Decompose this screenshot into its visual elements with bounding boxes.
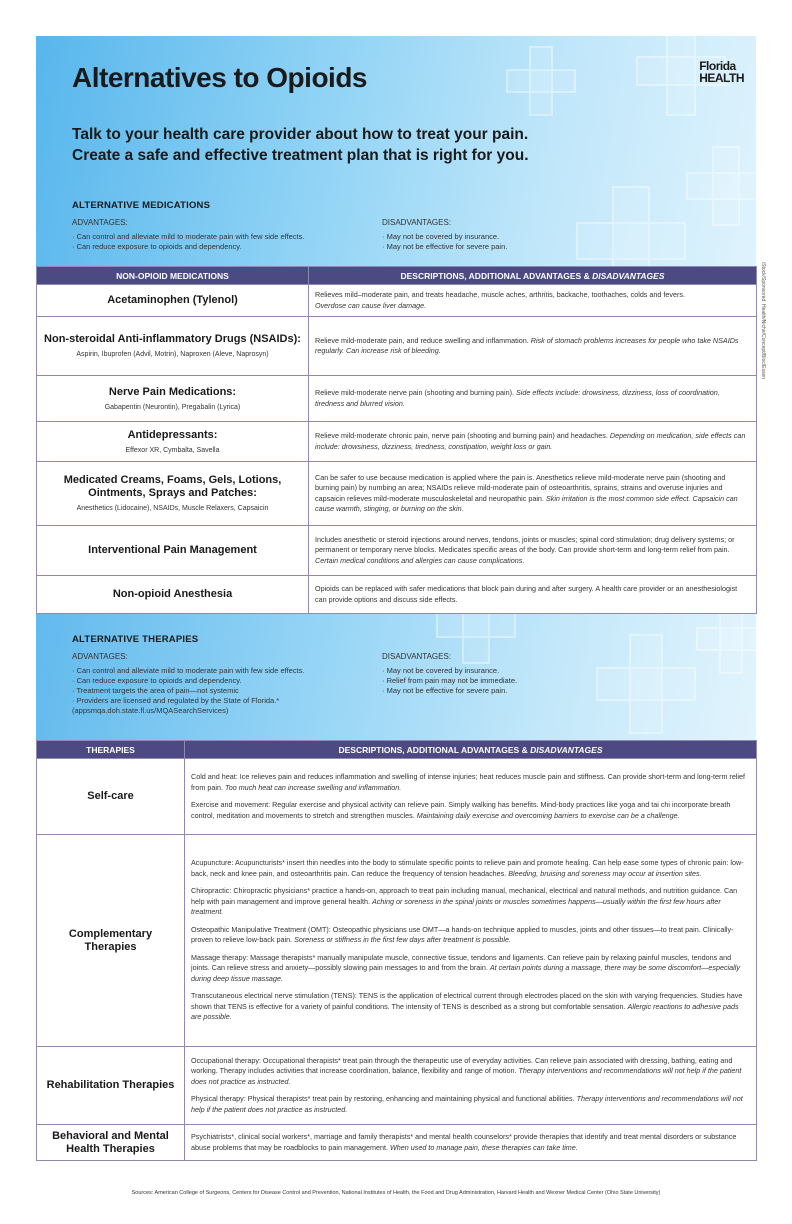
disadvantage-item: · Relief from pain may not be immediate. <box>382 676 682 686</box>
medical-cross-icon <box>686 146 756 226</box>
column-header <box>309 267 757 285</box>
medication-name: Antidepressants: <box>127 428 218 441</box>
description: Relieve mild-moderate pain, and reduce swelling and inflammation. <box>315 335 529 345</box>
disadvantage-note: When used to manage pain, these therapies can take time. <box>389 1142 578 1152</box>
therapy-description <box>191 953 750 985</box>
table-row <box>37 1047 757 1125</box>
disadvantages-label: DISADVANTAGES: <box>382 218 452 227</box>
table-header-row <box>37 741 757 759</box>
page <box>36 36 756 1161</box>
column-header-emphasis: DISADVANTAGES <box>530 744 603 755</box>
disadvantage-note: Skin irritation is the most common side effect. Capsaicin can cause warmth, stinging, or burning on the skin. <box>315 493 738 513</box>
advantage-item: · Can control and alleviate mild to moderate pain with few side effects. <box>72 666 372 676</box>
description: Relieve mild-moderate chronic pain, nerve pain (shooting and burning pain) and headaches. <box>315 431 608 440</box>
table-row <box>37 422 757 462</box>
therapy-name: Behavioral and Mental Health Therapies <box>52 1129 169 1155</box>
therapy-description <box>191 1094 750 1115</box>
medication-name: Non-opioid Anesthesia <box>112 588 233 600</box>
disadvantage-note: Side effects include: drowsiness, dizziness, loss of coordination, tiredness and blurred vision. <box>315 388 720 408</box>
medications-table <box>36 266 757 614</box>
advantages-label: ADVANTAGES: <box>72 218 128 227</box>
advantage-item: · Treatment targets the area of pain—not systemic <box>72 686 372 696</box>
therapy-name: Self-care <box>87 790 134 802</box>
description: Osteopathic Manipulative Treatment (OMT): Osteopathic physicians use OMT—a hands-on technique applied to muscles, joints and other tissues—to treat pain. Clinically-proven to relieve low-back pain. <box>191 924 734 945</box>
therapies-heading: ALTERNATIVE THERAPIES <box>72 634 199 645</box>
therapy-name: Complementary Therapies <box>68 927 153 953</box>
therapy-description <box>191 1132 750 1153</box>
page-title: Alternatives to Opioids <box>72 62 367 93</box>
therapy-description <box>191 925 750 946</box>
disadvantage-note: Overdose can cause liver damage. <box>315 300 427 310</box>
description: Transcutaneous electrical nerve stimulation (TENS): TENS is the application of electrical current through electrodes placed on the skin with varying frequencies. Studies have shown that TENS is effective for a variety of painful conditions. The intensity of TENS is described as a strong but comfortable sensation. <box>191 991 743 1011</box>
image-credit: iStock/Sponsored: Health/Niche/Concept/Bioc/Essen <box>760 262 766 380</box>
therapy-description <box>191 1056 750 1088</box>
description: Exercise and movement: Regular exercise and physical activity can relieve pain. Simply walking has benefits. Mind-body practices like yoga and tai chi incorporate breath control, meditation and movements to stretch and strengthen muscles. <box>191 800 731 820</box>
advantage-item: · Can reduce exposure to opioids and dependency. <box>72 242 372 252</box>
therapies-banner <box>36 614 756 740</box>
table-row <box>37 376 757 422</box>
medications-heading: ALTERNATIVE MEDICATIONS <box>72 200 211 211</box>
logo-line-2: HEALTH <box>699 71 744 85</box>
sources-footnote: Sources: American College of Surgeons, Centers for Disease Control and Prevention, National Institutes of Health, the Food and Drug Administration, Harvard Health and Wexner Medical Center (Ohio State University) <box>131 1190 661 1196</box>
table-row <box>37 317 757 376</box>
column-header-emphasis: DISADVANTAGES <box>592 270 665 281</box>
table-header-row <box>37 267 757 285</box>
disadvantage-note: Therapy interventions and recommendations will not help if the patient does not practice as instructed. <box>191 1094 743 1114</box>
description: Massage therapy: Massage therapists* manually manipulate muscle, connective tissue, tendons and ligaments. Can relieve pain by relaxing painful muscles, tendons and joints. Can relieve stress and anxiety—possibly slowing pain messages to and from the brain. <box>191 952 732 973</box>
disadvantage-item: · May not be effective for severe pain. <box>382 686 682 696</box>
advantage-item: · Can reduce exposure to opioids and dependency. <box>72 676 372 686</box>
disadvantage-note: At certain points during a massage, there may be some discomfort—especially during deep tissue massage. <box>191 963 740 983</box>
table-row <box>37 285 757 317</box>
therapy-description <box>191 886 750 918</box>
description: Physical therapy: Physical therapists* treat pain by restoring, enhancing and maintaining physical and functional abilities. <box>191 1094 575 1104</box>
medication-name: Medicated Creams, Foams, Gels, Lotions, Ointments, Sprays and Patches: <box>63 474 282 499</box>
disadvantage-note: Bleeding, bruising and soreness may occur at insertion sites. <box>508 868 702 878</box>
table-row <box>37 759 757 835</box>
description: Chiropractic: Chiropractic physicians* practice a hands-on, approach to treat pain including manual, mechanical, electrical and natural methods, and nutrition guidance. Can help with pain management and improve general health. <box>191 886 738 906</box>
table-row <box>37 526 757 576</box>
description: Relieve mild-moderate nerve pain (shooting and burning pain). <box>315 388 514 397</box>
header-banner <box>36 36 756 266</box>
therapy-description <box>191 858 750 879</box>
table-row <box>37 1125 757 1161</box>
disadvantage-note: Therapy interventions and recommendations will not help if the patient does not practice as instructed. <box>191 1066 742 1086</box>
column-header: THERAPIES <box>37 741 185 759</box>
disadvantage-item: · May not be covered by insurance. <box>382 232 682 242</box>
description: Occupational therapy: Occupational therapists* treat pain through the therapeutic use of everyday activities. Can relieve pain associated with dressing, bathing, eating and working. Therapy includes activities that increase coordination, balance, flexibility and range of motion. <box>191 1055 733 1076</box>
medication-name: Non-steroidal Anti-inflammatory Drugs (NSAIDs): <box>44 333 301 345</box>
florida-health-logo <box>699 60 744 84</box>
medication-examples: Aspirin, Ibuprofen (Advil, Motrin), Naproxen (Aleve, Naprosyn) <box>76 351 269 358</box>
table-row <box>37 576 757 614</box>
description: Cold and heat: Ice relieves pain and reduces inflammation and swelling of intense injuries; heat reduces muscle pain and stiffness. Can provide short-term and long-term relief from pain. <box>191 772 746 792</box>
disadvantage-note: Certain medical conditions and allergies can cause complications. <box>315 555 525 565</box>
disadvantage-note: Aching or soreness in the spinal joints or muscles sometimes happens—usually within the first few hours after treatment. <box>191 896 721 917</box>
therapy-description <box>191 991 750 1023</box>
medication-examples: Gabapentin (Neurontin), Pregabalin (Lyrica) <box>104 403 241 411</box>
subtitle-line-2: Create a safe and effective treatment plan that is right for you. <box>72 147 529 164</box>
disadvantage-note: Depending on medication, side effects can include: drowsiness, dizziness, tiredness, constipation, weight loss or gain. <box>315 431 746 451</box>
medication-examples: Effexor XR, Cymbalta, Savella <box>125 446 220 454</box>
medical-cross-icon <box>696 614 756 674</box>
table-row <box>37 462 757 526</box>
description: Opioids can be replaced with safer medications that block pain during and after surgery. A health care provider or an anesthesiologist can provide options and discuss side effects. <box>315 584 738 604</box>
disadvantage-note: Allergic reactions to adhesive pads are possible. <box>191 1001 739 1022</box>
therapy-description <box>191 800 750 821</box>
subtitle <box>72 124 692 166</box>
medication-name: Nerve Pain Medications: <box>108 385 237 398</box>
therapies-advantages <box>72 652 372 716</box>
advantage-item: · Can control and alleviate mild to moderate pain with few side effects. <box>72 232 372 242</box>
medication-name: Acetaminophen (Tylenol) <box>107 294 238 306</box>
logo-line-1: Florida <box>699 59 736 73</box>
medication-name: Interventional Pain Management <box>88 544 257 556</box>
description: Includes anesthetic or steroid injections around nerves, tendons, joints or muscles; spinal cord stimulation; drug delivery systems; or permanent or temporary nerve blocks. Medicates specific areas of the body. Can provide short-term and long-term relief from pain. <box>315 534 735 555</box>
medication-examples: Anesthetics (Lidocaine), NSAIDs, Muscle Relaxers, Capsaicin <box>76 505 269 512</box>
column-header: NON-OPIOID MEDICATIONS <box>37 267 309 285</box>
subtitle-line-1: Talk to your health care provider about how to treat your pain. <box>72 126 529 143</box>
disadvantage-note: Maintaining daily exercise and overcoming barriers to exercise can be a challenge. <box>416 810 680 820</box>
medications-disadvantages <box>382 218 682 252</box>
therapy-description <box>191 772 750 793</box>
description: Relieves mild–moderate pain, and treats headache, muscle aches, arthritis, backache, toothaches, colds and fevers. <box>315 290 685 299</box>
description: Psychiatrists*, clinical social workers*, marriage and family therapists* and mental health counselors* provide therapies that identify and treat mental disorders or substance abuse problems that may be roadblocks to pain management. <box>191 1132 737 1152</box>
disadvantage-item: · May not be covered by insurance. <box>382 666 682 676</box>
description: Can be safer to use because medication is applied where the pain is. Anesthetics relieve mild-moderate nerve pain (shooting and burning pain) by numbing an area; NSAIDs relieve mild-moderate pain of osteoarthritis, sprains, strains and overuse injuries and capsaicin relieves mild-moderate musculoskeletal and neuropathic pain. <box>315 472 726 503</box>
disadvantage-item: · May not be effective for severe pain. <box>382 242 682 252</box>
disadvantages-label: DISADVANTAGES: <box>382 652 452 661</box>
therapies-table <box>36 740 757 1161</box>
description: Acupuncture: Acupuncturists* insert thin needles into the body to stimulate specific points to relieve pain and promote healing. Can help ease some types of chronic pain: low-back, neck and knee pain, and osteoarthritis pain. Can reduce the frequency of tension headaches. <box>191 858 744 878</box>
column-header <box>185 741 757 759</box>
column-header-text: DESCRIPTIONS, ADDITIONAL ADVANTAGES & <box>400 270 593 281</box>
medical-cross-icon <box>506 46 576 116</box>
table-row <box>37 835 757 1047</box>
disadvantage-note: Risk of stomach problems increases for people who take NSAIDs regularly. Can increase risk of bleeding. <box>315 335 739 355</box>
column-header-text: DESCRIPTIONS, ADDITIONAL ADVANTAGES & <box>338 744 531 755</box>
medications-advantages <box>72 218 372 252</box>
disadvantage-note: Soreness or stiffness in the first few days after treatment is possible. <box>294 935 511 945</box>
advantages-label: ADVANTAGES: <box>72 652 128 661</box>
therapies-disadvantages <box>382 652 682 696</box>
advantage-item: · Providers are licensed and regulated by the State of Florida.* (appsmqa.doh.state.fl.us/MQASearchServices) <box>72 696 372 716</box>
disadvantage-note: Too much heat can increase swelling and inflammation. <box>224 782 402 792</box>
therapy-name: Rehabilitation Therapies <box>46 1079 175 1091</box>
